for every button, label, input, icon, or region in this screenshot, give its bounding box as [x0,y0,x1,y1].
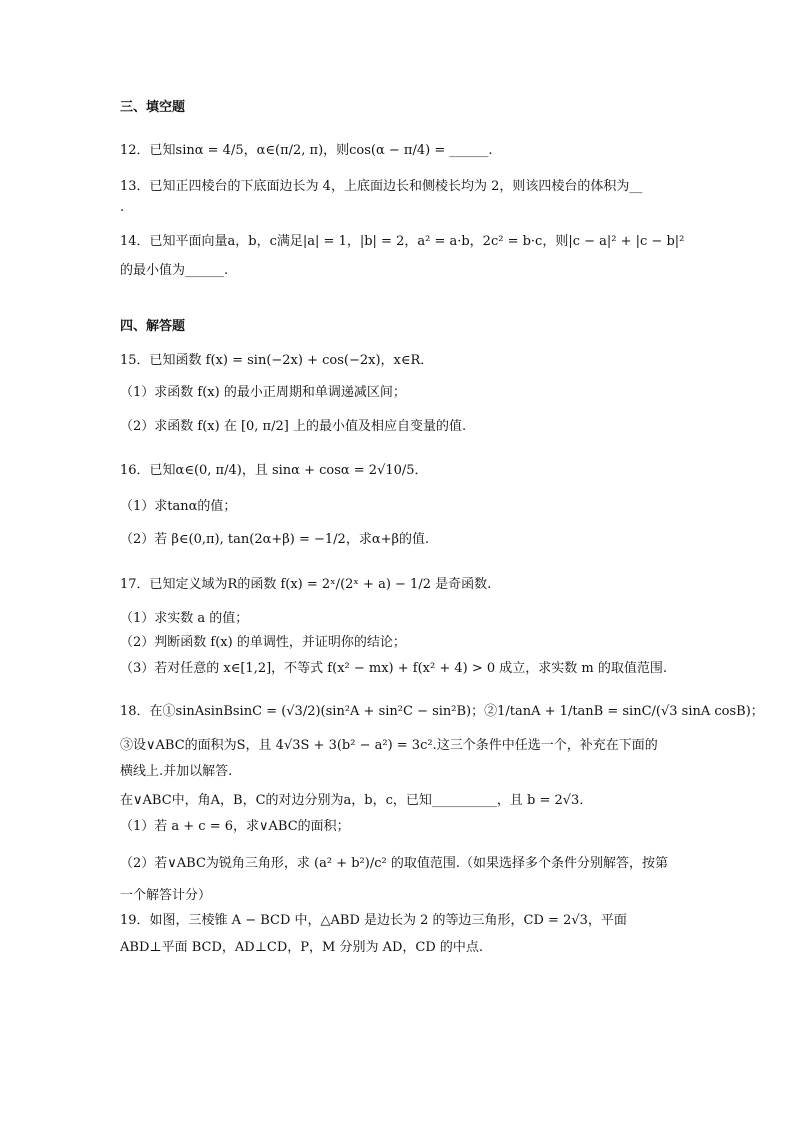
question-17-part-2: （2）判断函数 f(x) 的单调性，并证明你的结论； [120,635,406,650]
question-16: 16．已知α∈(0, π/4)，且 sinα + cosα = 2√10/5． [120,463,428,478]
question-12: 12．已知sinα = 4/5，α∈(π/2, π)，则cos(α − π/4) = ______. [120,143,493,158]
question-19-line-2: ABD⊥平面 BCD，AD⊥CD，P，M 分别为 AD，CD 的中点. [120,940,484,955]
question-18-line-1: 18．在①sinAsinBsinC = (√3/2)(sin²A + sin²C − sin²B)；②1/tanA + 1/tanB = sinC/(√3 sinA cosB)； [120,704,764,719]
question-19-line-1: 19．如图，三棱锥 A − BCD 中，△ABD 是边长为 2 的等边三角形，CD = 2√3，平面 [120,913,627,928]
question-15-part-2: （2）求函数 f(x) 在 [0, π/2] 上的最小值及相应自变量的值. [120,419,467,434]
question-18-line-2: ③设∨ABC的面积为S，且 4√3S + 3(b² − a²) = 3c².这三个条件中任选一个，补充在下面的 [120,738,658,753]
question-17-part-1: （1）求实数 a 的值； [120,611,249,626]
question-15: 15．已知函数 f(x) = sin(−2x) + cos(−2x)，x∈R． [120,353,434,368]
section-4-heading: 四、解答题 [120,319,186,334]
question-14-line-1: 14．已知平面向量a，b，c满足|a| = 1，|b| = 2，a² = a·b，2c² = b·c，则|c − a|² + |c − b|² [120,234,685,249]
question-16-part-1: （1）求tanα的值； [120,499,237,514]
question-17: 17．已知定义域为R的函数 f(x) = 2ˣ/(2ˣ + a) − 1/2 是奇函数. [120,577,492,592]
question-18-line-3: 横线上.并加以解答. [120,764,233,779]
question-18-part-3: 一个解答计分） [120,888,212,903]
question-13-line-2: . [120,200,125,215]
question-18-line-4: 在∨ABC中，角A，B，C的对边分别为a，b，c，已知__________，且 b = 2√3． [120,793,593,808]
question-17-part-3: （3）若对任意的 x∈[1,2]，不等式 f(x² − mx) + f(x² + 4) > 0 成立，求实数 m 的取值范围. [120,661,667,676]
section-3-heading: 三、填空题 [120,100,186,115]
question-15-part-1: （1）求函数 f(x) 的最小正周期和单调递减区间； [120,385,406,400]
question-13-line-1: 13．已知正四棱台的下底面边长为 4，上底面边长和侧棱长均为 2，则该四棱台的体积为__ [120,179,643,194]
question-18-part-1: （1）若 a + c = 6，求∨ABC的面积； [120,819,350,834]
question-18-part-2: （2）若∨ABC为锐角三角形，求 (a² + b²)/c² 的取值范围.（如果选择多个条件分别解答，按第 [120,856,668,871]
question-16-part-2: （2）若 β∈(0,π), tan(2α+β) = −1/2，求α+β的值. [120,532,430,547]
question-14-line-2: 的最小值为______. [120,263,229,278]
